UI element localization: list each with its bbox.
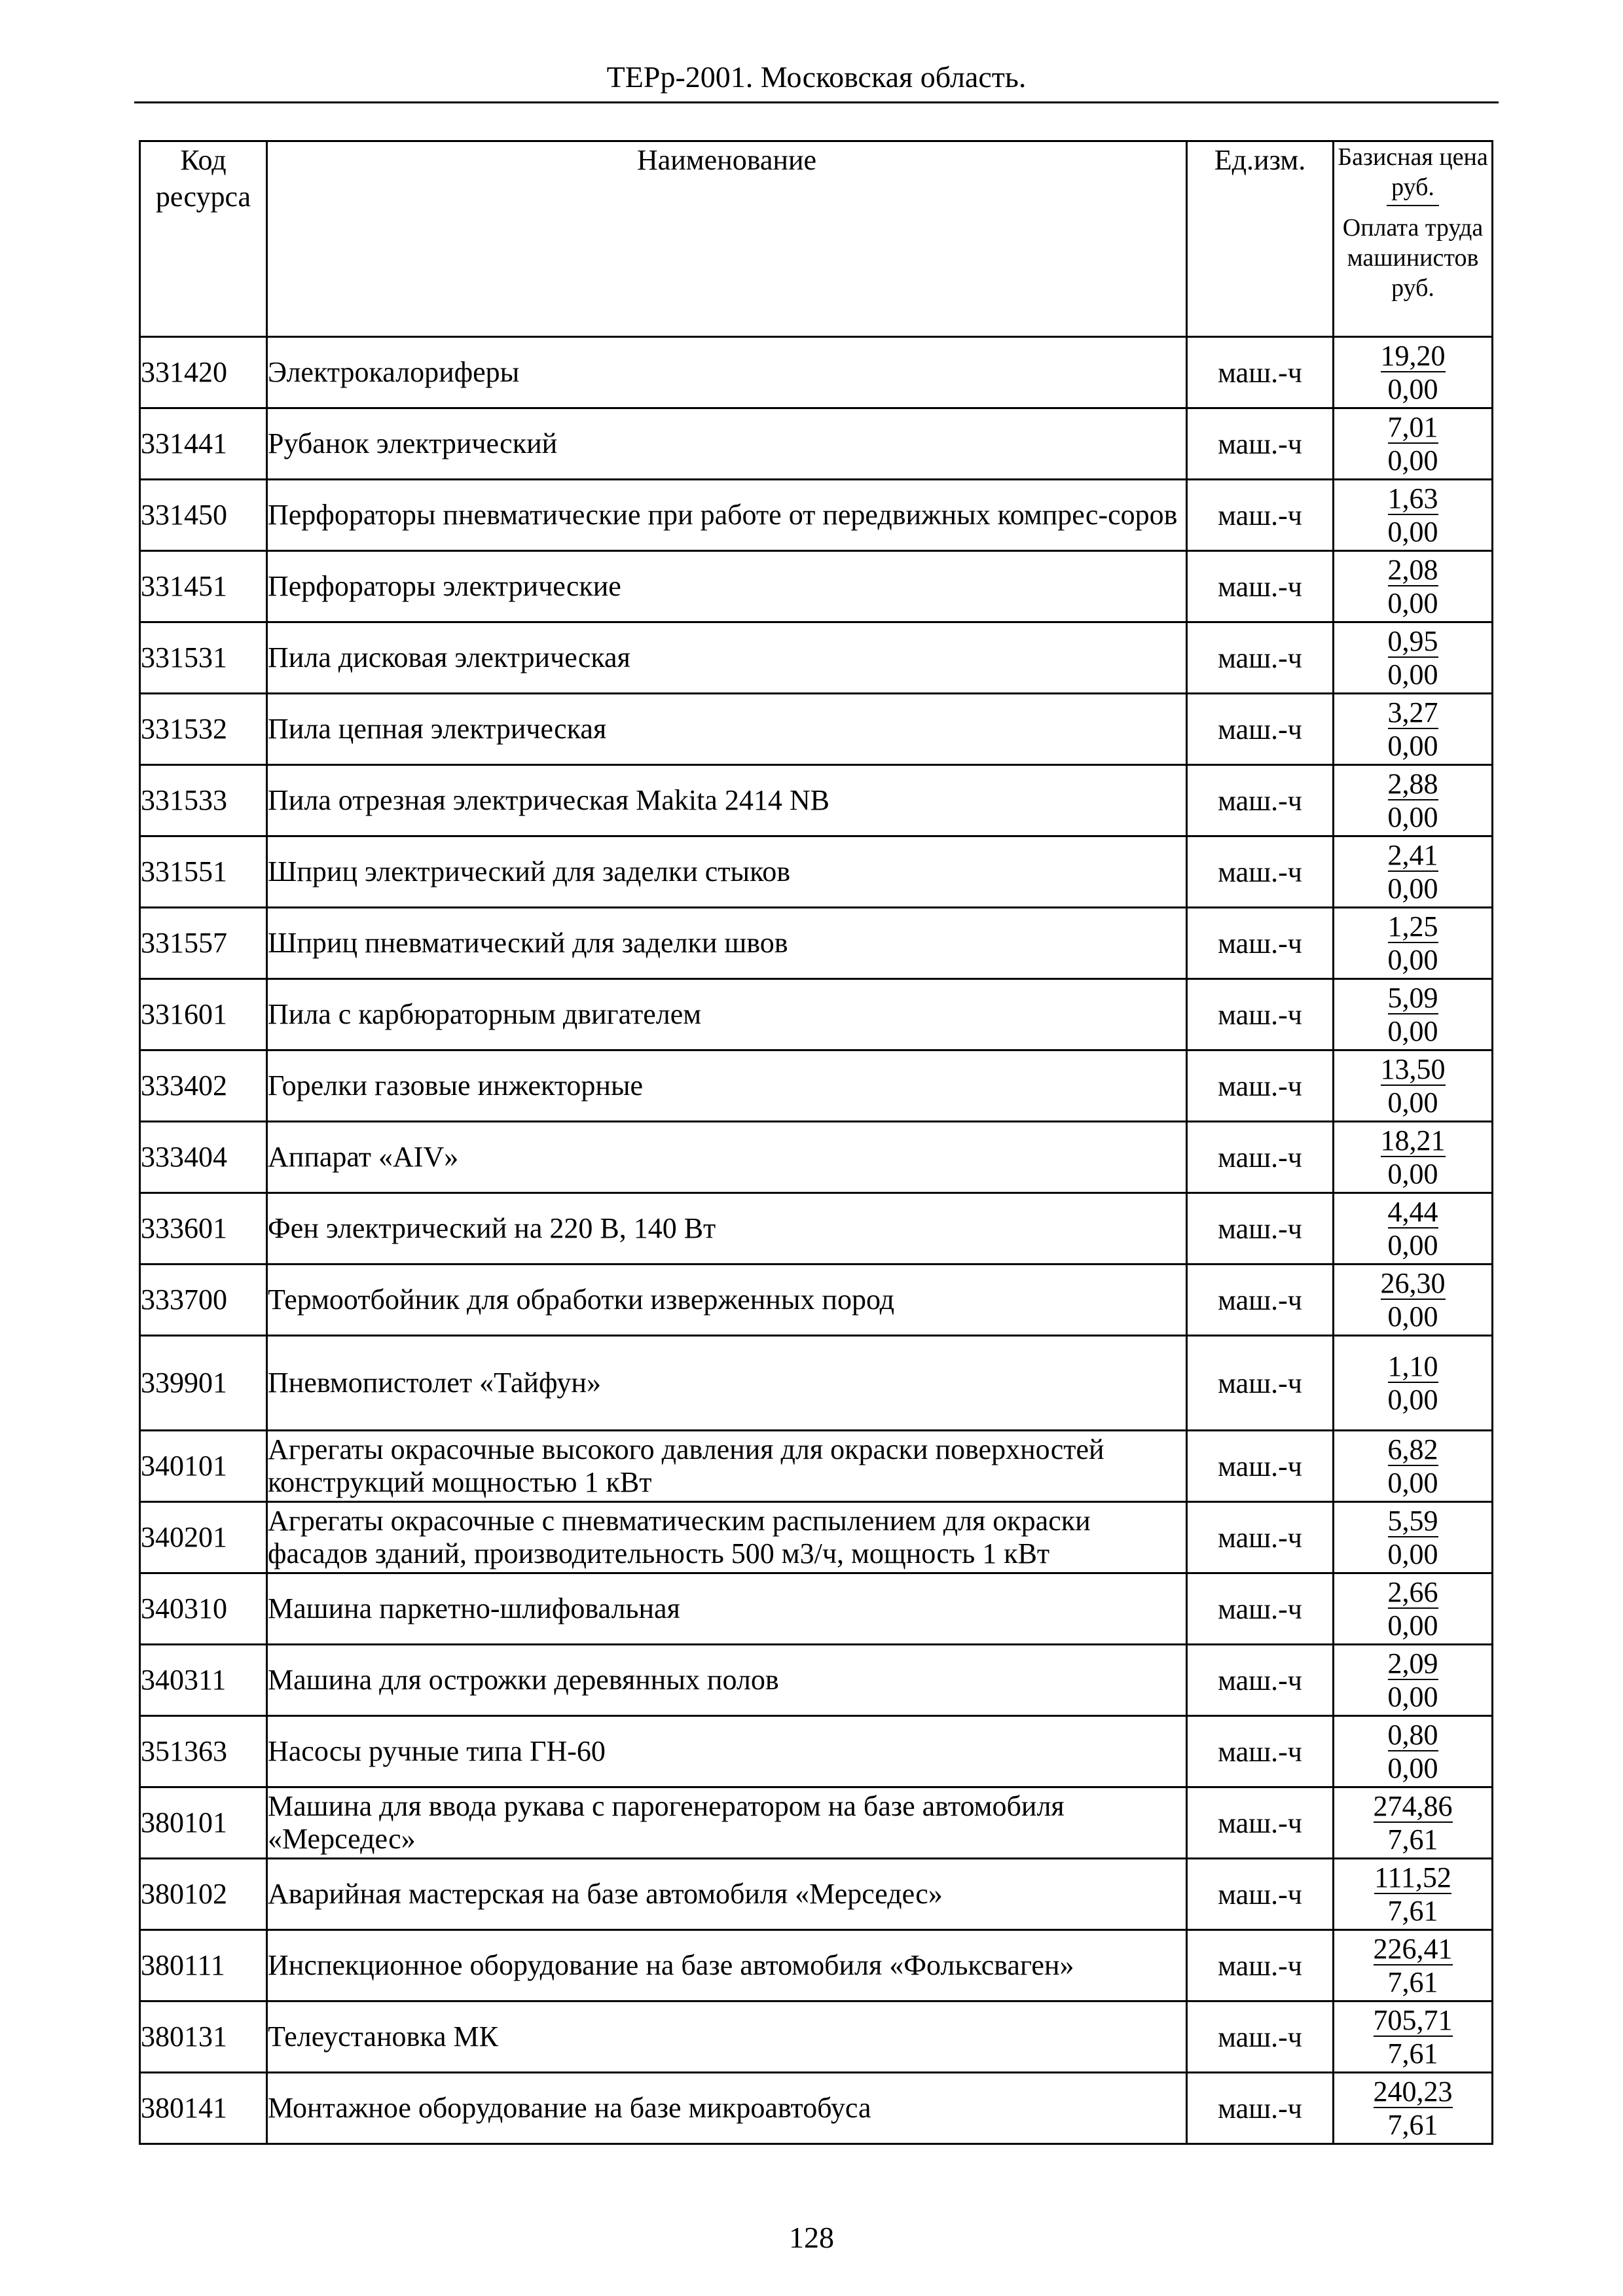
resource-name: Аппарат «AIV» xyxy=(267,1122,1187,1193)
table-row xyxy=(140,1787,1493,1859)
resource-code: 380131 xyxy=(140,2001,267,2073)
resource-unit: маш.-ч xyxy=(1187,2001,1334,2073)
base-price: 274,86 xyxy=(1373,1789,1453,1822)
resource-code: 340201 xyxy=(140,1502,267,1573)
resource-unit: маш.-ч xyxy=(1187,1193,1334,1265)
resource-name: Фен электрический на 220 В, 140 Вт xyxy=(267,1193,1187,1265)
resource-price xyxy=(1334,408,1493,480)
base-price: 5,09 xyxy=(1387,981,1438,1014)
base-price: 0,80 xyxy=(1387,1718,1438,1751)
operator-pay: 0,00 xyxy=(1387,515,1438,548)
operator-pay: 0,00 xyxy=(1387,1014,1438,1047)
resource-unit: маш.-ч xyxy=(1187,836,1334,908)
resource-name: Перфораторы пневматические при работе от передвижных компрес-соров xyxy=(267,480,1187,551)
base-price: 1,63 xyxy=(1387,482,1438,514)
base-price: 19,20 xyxy=(1380,339,1446,372)
resource-price xyxy=(1334,622,1493,694)
resource-price xyxy=(1334,765,1493,836)
resource-unit: маш.-ч xyxy=(1187,1716,1334,1787)
resource-name: Агрегаты окрасочные с пневматическим распылением для окраски фасадов зданий, производительность 500 м3/ч, мощность 1 кВт xyxy=(267,1502,1187,1573)
resource-unit: маш.-ч xyxy=(1187,1787,1334,1859)
resource-code: 380101 xyxy=(140,1787,267,1859)
base-price: 6,82 xyxy=(1387,1433,1438,1465)
operator-pay: 0,00 xyxy=(1387,1609,1438,1641)
resource-name: Машина для ввода рукава с парогенератором на базе автомобиля «Мерседес» xyxy=(267,1787,1187,1859)
resource-unit: маш.-ч xyxy=(1187,337,1334,408)
base-price: 240,23 xyxy=(1373,2075,1453,2108)
resource-unit: маш.-ч xyxy=(1187,622,1334,694)
table-row xyxy=(140,1431,1493,1502)
resource-name: Пила отрезная электрическая Makita 2414 NB xyxy=(267,765,1187,836)
operator-pay: 0,00 xyxy=(1387,1466,1438,1499)
base-price: 226,41 xyxy=(1373,1932,1453,1965)
table-row xyxy=(140,1193,1493,1265)
base-price: 111,52 xyxy=(1374,1861,1451,1893)
table-row xyxy=(140,551,1493,622)
resource-name: Рубанок электрический xyxy=(267,408,1187,480)
operator-pay: 0,00 xyxy=(1387,1300,1438,1333)
resource-price xyxy=(1334,1336,1493,1431)
column-header-unit: Ед.изм. xyxy=(1187,141,1334,337)
base-price: 18,21 xyxy=(1380,1124,1446,1157)
operator-pay: 7,61 xyxy=(1387,1894,1438,1927)
resource-price xyxy=(1334,2073,1493,2144)
resource-code: 351363 xyxy=(140,1716,267,1787)
resource-price xyxy=(1334,1193,1493,1265)
resource-code: 333700 xyxy=(140,1265,267,1336)
column-header-code: Код ресурса xyxy=(140,141,267,337)
table-row xyxy=(140,1122,1493,1193)
resource-price xyxy=(1334,1930,1493,2001)
operator-pay: 0,00 xyxy=(1387,372,1438,405)
base-price: 3,27 xyxy=(1387,696,1438,728)
resource-name: Перфораторы электрические xyxy=(267,551,1187,622)
resource-unit: маш.-ч xyxy=(1187,1859,1334,1930)
resource-name: Пила дисковая электрическая xyxy=(267,622,1187,694)
resource-unit: маш.-ч xyxy=(1187,1930,1334,2001)
resource-name: Аварийная мастерская на базе автомобиля «Мерседес» xyxy=(267,1859,1187,1930)
resource-name: Насосы ручные типа ГН-60 xyxy=(267,1716,1187,1787)
base-price: 2,41 xyxy=(1387,838,1438,871)
resource-price xyxy=(1334,1122,1493,1193)
resource-unit: маш.-ч xyxy=(1187,1645,1334,1716)
base-price: 1,10 xyxy=(1387,1350,1438,1382)
table-row xyxy=(140,1050,1493,1122)
resource-price xyxy=(1334,480,1493,551)
table-row xyxy=(140,480,1493,551)
resource-unit: маш.-ч xyxy=(1187,1336,1334,1431)
resource-code: 331551 xyxy=(140,836,267,908)
table-row xyxy=(140,908,1493,979)
resource-price xyxy=(1334,979,1493,1050)
resource-unit: маш.-ч xyxy=(1187,1431,1334,1502)
base-price: 2,66 xyxy=(1387,1575,1438,1608)
operator-pay: 0,00 xyxy=(1387,658,1438,691)
table-row xyxy=(140,1265,1493,1336)
resource-code: 340311 xyxy=(140,1645,267,1716)
resource-code: 331601 xyxy=(140,979,267,1050)
resource-price xyxy=(1334,694,1493,765)
column-header-base-price: Базисная цена руб. xyxy=(1338,143,1488,201)
column-header-price xyxy=(1334,141,1493,337)
operator-pay: 0,00 xyxy=(1387,943,1438,976)
table-row xyxy=(140,622,1493,694)
resource-unit: маш.-ч xyxy=(1187,1502,1334,1573)
resource-name: Шприц пневматический для заделки швов xyxy=(267,908,1187,979)
table-row xyxy=(140,1716,1493,1787)
table-row xyxy=(140,765,1493,836)
resource-price xyxy=(1334,1502,1493,1573)
table-row xyxy=(140,1336,1493,1431)
page-header-title: ТЕРр-2001. Московская область. xyxy=(606,60,1027,94)
resource-unit: маш.-ч xyxy=(1187,765,1334,836)
resource-unit: маш.-ч xyxy=(1187,551,1334,622)
resource-unit: маш.-ч xyxy=(1187,694,1334,765)
resource-name: Машина для острожки деревянных полов xyxy=(267,1645,1187,1716)
column-header-operator-pay: Оплата труда машинистов руб. xyxy=(1342,214,1484,302)
resource-name: Машина паркетно-шлифовальная xyxy=(267,1573,1187,1645)
base-price: 1,25 xyxy=(1387,910,1438,942)
resource-unit: маш.-ч xyxy=(1187,1573,1334,1645)
resource-price xyxy=(1334,337,1493,408)
table-header-row xyxy=(140,141,1493,337)
resource-price xyxy=(1334,2001,1493,2073)
resource-price xyxy=(1334,908,1493,979)
base-price: 2,09 xyxy=(1387,1647,1438,1679)
resource-price xyxy=(1334,1431,1493,1502)
resource-price xyxy=(1334,1645,1493,1716)
resource-name: Пила с карбюраторным двигателем xyxy=(267,979,1187,1050)
table-row xyxy=(140,337,1493,408)
resource-code: 380141 xyxy=(140,2073,267,2144)
resource-code: 380102 xyxy=(140,1859,267,1930)
resource-price xyxy=(1334,1859,1493,1930)
operator-pay: 7,61 xyxy=(1387,1965,1438,1998)
resource-code: 331450 xyxy=(140,480,267,551)
table-row xyxy=(140,694,1493,765)
operator-pay: 0,00 xyxy=(1387,444,1438,476)
operator-pay: 0,00 xyxy=(1387,1229,1438,1261)
resource-price xyxy=(1334,1265,1493,1336)
resource-price xyxy=(1334,551,1493,622)
base-price: 0,95 xyxy=(1387,624,1438,657)
table-row xyxy=(140,836,1493,908)
table-row xyxy=(140,408,1493,480)
header-divider xyxy=(134,101,1499,103)
resource-code: 331557 xyxy=(140,908,267,979)
resource-name: Пила цепная электрическая xyxy=(267,694,1187,765)
base-price: 705,71 xyxy=(1373,2003,1453,2036)
resource-price xyxy=(1334,1787,1493,1859)
resource-price xyxy=(1334,836,1493,908)
resource-code: 331441 xyxy=(140,408,267,480)
resource-name: Электрокалориферы xyxy=(267,337,1187,408)
resource-unit: маш.-ч xyxy=(1187,1122,1334,1193)
resource-code: 340310 xyxy=(140,1573,267,1645)
table-row xyxy=(140,1645,1493,1716)
operator-pay: 0,00 xyxy=(1387,1751,1438,1784)
operator-pay: 0,00 xyxy=(1387,729,1438,762)
table-row xyxy=(140,2073,1493,2144)
operator-pay: 0,00 xyxy=(1387,1537,1438,1570)
operator-pay: 7,61 xyxy=(1387,2108,1438,2141)
resource-name: Горелки газовые инжекторные xyxy=(267,1050,1187,1122)
table-row xyxy=(140,1930,1493,2001)
page-number: 128 xyxy=(789,2221,834,2254)
operator-pay: 0,00 xyxy=(1387,872,1438,905)
resource-name: Термоотбойник для обработки изверженных пород xyxy=(267,1265,1187,1336)
operator-pay: 0,00 xyxy=(1387,1680,1438,1713)
resource-price xyxy=(1334,1716,1493,1787)
table-row xyxy=(140,1573,1493,1645)
resource-name: Монтажное оборудование на базе микроавтобуса xyxy=(267,2073,1187,2144)
base-price: 7,01 xyxy=(1387,410,1438,443)
resource-code: 339901 xyxy=(140,1336,267,1431)
resource-unit: маш.-ч xyxy=(1187,2073,1334,2144)
resource-code: 333404 xyxy=(140,1122,267,1193)
resource-unit: маш.-ч xyxy=(1187,1050,1334,1122)
base-price: 2,88 xyxy=(1387,767,1438,800)
resource-unit: маш.-ч xyxy=(1187,979,1334,1050)
resource-unit: маш.-ч xyxy=(1187,1265,1334,1336)
resource-name: Шприц электрический для заделки стыков xyxy=(267,836,1187,908)
operator-pay: 0,00 xyxy=(1387,1383,1438,1416)
resource-code: 331451 xyxy=(140,551,267,622)
operator-pay: 7,61 xyxy=(1387,1823,1438,1856)
resource-code: 331531 xyxy=(140,622,267,694)
resource-code: 333601 xyxy=(140,1193,267,1265)
table-row xyxy=(140,1859,1493,1930)
resource-unit: маш.-ч xyxy=(1187,480,1334,551)
table-row xyxy=(140,979,1493,1050)
operator-pay: 0,00 xyxy=(1387,1157,1438,1190)
resource-code: 331420 xyxy=(140,337,267,408)
resource-name: Телеустановка МК xyxy=(267,2001,1187,2073)
base-price: 26,30 xyxy=(1380,1266,1446,1299)
resource-unit: маш.-ч xyxy=(1187,908,1334,979)
base-price: 13,50 xyxy=(1380,1052,1446,1085)
base-price: 4,44 xyxy=(1387,1195,1438,1228)
resource-code: 331532 xyxy=(140,694,267,765)
resource-code: 340101 xyxy=(140,1431,267,1502)
operator-pay: 0,00 xyxy=(1387,800,1438,833)
resource-price xyxy=(1334,1573,1493,1645)
resource-unit: маш.-ч xyxy=(1187,408,1334,480)
column-header-separator xyxy=(1387,205,1439,206)
table-row xyxy=(140,1502,1493,1573)
resource-price xyxy=(1334,1050,1493,1122)
operator-pay: 0,00 xyxy=(1387,1086,1438,1119)
resource-code: 380111 xyxy=(140,1930,267,2001)
base-price: 5,59 xyxy=(1387,1504,1438,1537)
table-row xyxy=(140,2001,1493,2073)
resource-name: Инспекционное оборудование на базе автомобиля «Фольксваген» xyxy=(267,1930,1187,2001)
resource-price-table xyxy=(139,140,1493,2145)
operator-pay: 7,61 xyxy=(1387,2037,1438,2070)
resource-name: Агрегаты окрасочные высокого давления для окраски поверхностей конструкций мощностью 1 кВт xyxy=(267,1431,1187,1502)
operator-pay: 0,00 xyxy=(1387,586,1438,619)
base-price: 2,08 xyxy=(1387,553,1438,586)
resource-name: Пневмопистолет «Тайфун» xyxy=(267,1336,1187,1431)
column-header-name: Наименование xyxy=(267,141,1187,337)
resource-code: 331533 xyxy=(140,765,267,836)
resource-code: 333402 xyxy=(140,1050,267,1122)
